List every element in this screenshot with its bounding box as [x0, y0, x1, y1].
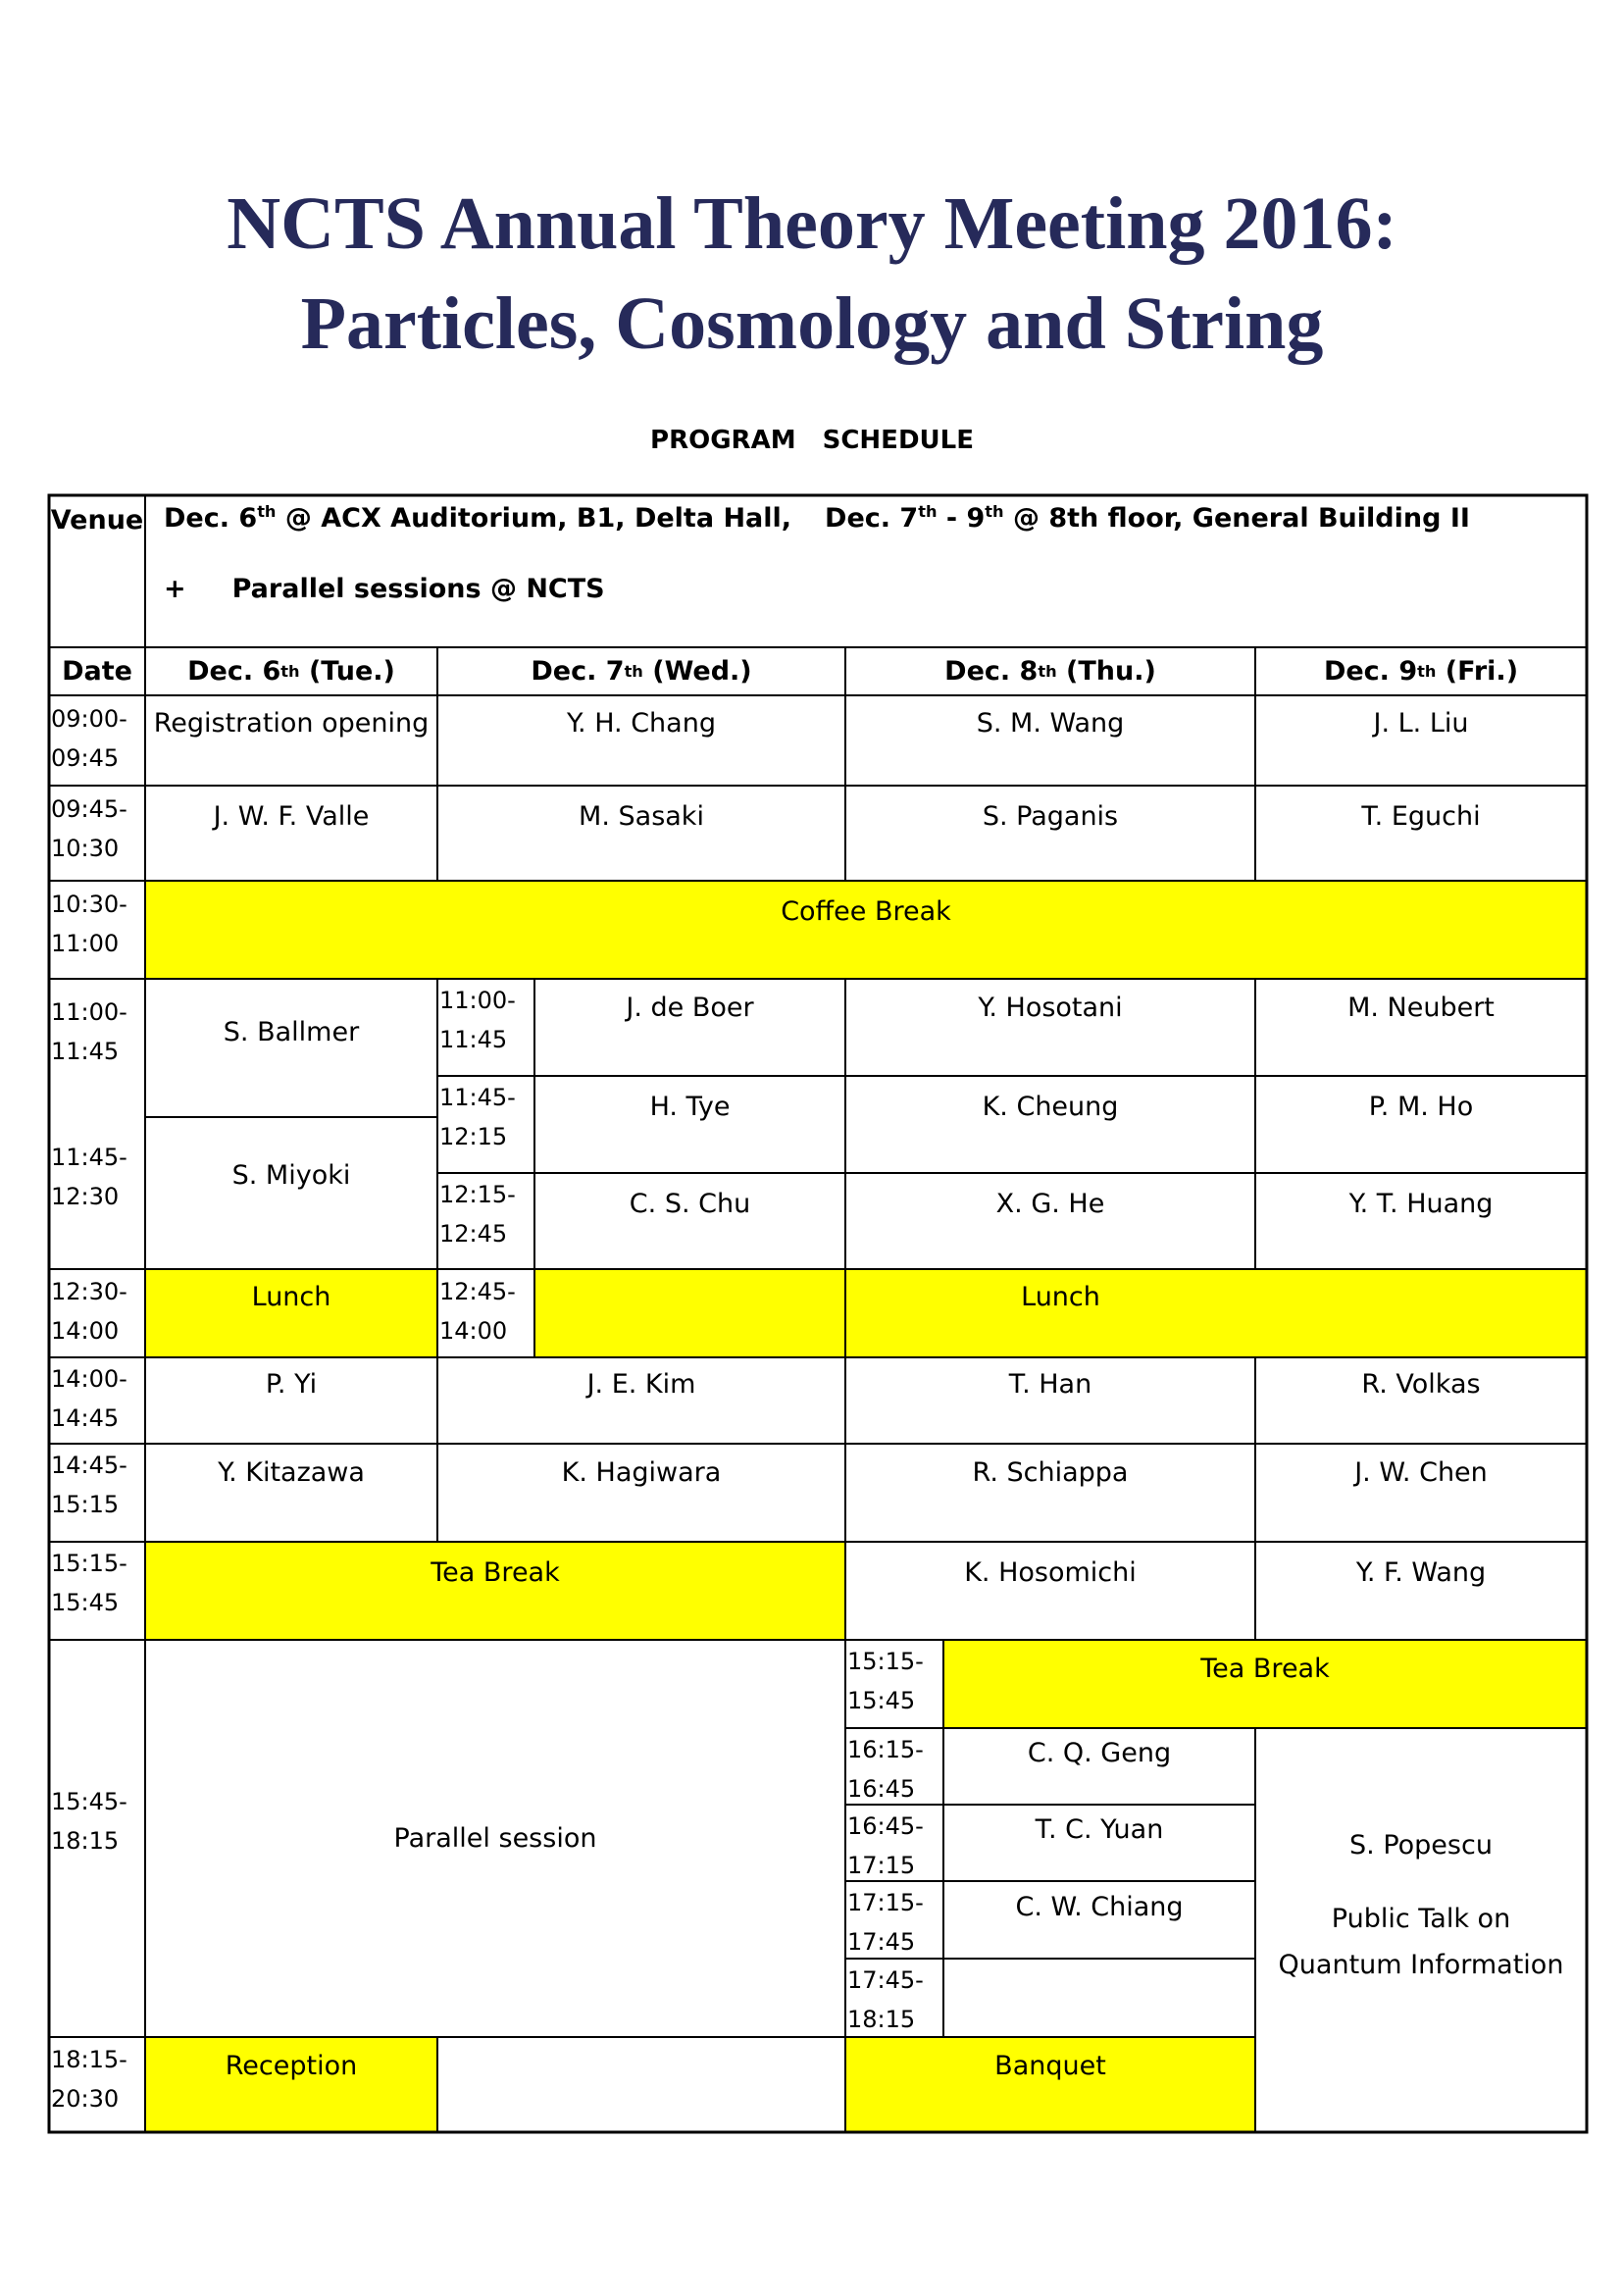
time-1545: 15:45- 18:15 — [51, 1788, 127, 1855]
day-header-thu: Dec. 8 th (Thu.) — [944, 655, 1156, 687]
session-wed-1100: J. de Boer — [626, 993, 754, 1023]
day-header-tue: Dec. 6 th (Tue.) — [187, 655, 395, 687]
session-fri-popescu — [1255, 1728, 1587, 2132]
session-fri-1145: P. M. Ho — [1368, 1092, 1474, 1122]
session-tue-1445: Y. Kitazawa — [218, 1457, 365, 1488]
wed-time-1145: 11:45- 12:15 — [439, 1084, 516, 1150]
tue-lunch: Lunch — [251, 1282, 331, 1312]
time-1445: 14:45- 15:15 — [51, 1452, 127, 1518]
session-fri-0900: J. L. Liu — [1373, 708, 1469, 739]
session-thu-1145: K. Cheung — [982, 1092, 1119, 1122]
thu-time-1645: 16:45- 17:15 — [847, 1812, 924, 1879]
session-wed-1215: C. S. Chu — [629, 1189, 751, 1219]
venue-line2: + Parallel sessions @ NCTS — [164, 574, 605, 604]
day-header-fri: Dec. 9 th (Fri.) — [1323, 655, 1519, 687]
session-wed-1145: H. Tye — [649, 1092, 731, 1122]
time-1100: 11:00- 11:45 — [51, 998, 127, 1065]
tea-break-thu-fri: Tea Break — [1200, 1654, 1330, 1684]
thu-time-1515: 15:15- 15:45 — [847, 1648, 924, 1714]
session-fri-1445: J. W. Chen — [1354, 1457, 1488, 1488]
venue-label: Venue — [50, 505, 144, 535]
session-thu-1715: C. W. Chiang — [1015, 1892, 1184, 1922]
tea-break: Tea Break — [431, 1557, 560, 1588]
time-1230: 12:30- 14:00 — [51, 1278, 127, 1345]
session-fri-0945: T. Eguchi — [1361, 801, 1481, 832]
time-0945: 09:45- 10:30 — [51, 795, 127, 862]
session-fri-1100: M. Neubert — [1347, 993, 1495, 1023]
wed-time-1245: 12:45- 14:00 — [439, 1278, 516, 1345]
thu-time-1745: 17:45- 18:15 — [847, 1966, 924, 2033]
time-1515: 15:15- 15:45 — [51, 1550, 127, 1616]
time-1145: 11:45- 12:30 — [51, 1144, 127, 1210]
wed-time-1215: 12:15- 12:45 — [439, 1181, 516, 1248]
session-tue-0900: Registration opening — [153, 708, 430, 739]
session-wed-1445: K. Hagiwara — [561, 1457, 722, 1488]
session-fri-1400: R. Volkas — [1361, 1369, 1481, 1400]
time-0900: 09:00- 09:45 — [51, 705, 127, 772]
session-thu-1400: T. Han — [1008, 1369, 1092, 1400]
session-tue-1400: P. Yi — [265, 1369, 318, 1400]
banquet: Banquet — [994, 2051, 1106, 2081]
public-talk-line1: Public Talk on — [1331, 1904, 1511, 1934]
page-title-line1: NCTS Annual Theory Meeting 2016: — [227, 182, 1397, 265]
venue-line1: Dec. 6th @ ACX Auditorium, B1, Delta Hall, Dec. 7th - 9th @ 8th floor, General Building II — [164, 502, 1470, 534]
public-talk-line2: Quantum Information — [1278, 1950, 1564, 1980]
session-tue-1100: S. Ballmer — [223, 1017, 360, 1048]
thu-time-1615: 16:15- 16:45 — [847, 1736, 924, 1803]
reception: Reception — [225, 2051, 358, 2081]
day-header-wed: Dec. 7 th (Wed.) — [531, 655, 752, 687]
session-thu-1645: T. C. Yuan — [1035, 1814, 1164, 1845]
coffee-break: Coffee Break — [781, 896, 951, 927]
session-wed-0900: Y. H. Chang — [567, 708, 716, 739]
lunch: Lunch — [1021, 1282, 1100, 1312]
session-tue-0945: J. W. F. Valle — [213, 801, 370, 832]
page-title-line2: Particles, Cosmology and String — [300, 282, 1324, 365]
wed-time-1100: 11:00- 11:45 — [439, 987, 516, 1053]
session-wed-1400: J. E. Kim — [586, 1369, 696, 1400]
time-1815: 18:15- 20:30 — [51, 2046, 127, 2113]
session-thu-1445: R. Schiappa — [972, 1457, 1129, 1488]
program-schedule-heading: PROGRAM SCHEDULE — [650, 426, 974, 455]
date-label: Date — [62, 655, 132, 687]
thu-time-1715: 17:15- 17:45 — [847, 1889, 924, 1956]
session-thu-0900: S. M. Wang — [976, 708, 1125, 739]
time-1400: 14:00- 14:45 — [51, 1365, 127, 1432]
session-tue-1145: S. Miyoki — [231, 1160, 351, 1192]
session-thu-1215: X. G. He — [995, 1189, 1105, 1219]
session-thu-0945: S. Paganis — [982, 801, 1119, 832]
session-wed-0945: M. Sasaki — [579, 801, 704, 832]
session-thu-1615: C. Q. Geng — [1027, 1738, 1172, 1768]
session-thu-1100: Y. Hosotani — [978, 993, 1123, 1023]
time-1030: 10:30- 11:00 — [51, 891, 127, 957]
session-fri-1215: Y. T. Huang — [1348, 1189, 1494, 1219]
session-thu-1515: K. Hosomichi — [964, 1557, 1137, 1588]
session-fri-1515: Y. F. Wang — [1355, 1557, 1487, 1588]
parallel-session: Parallel session — [393, 1822, 597, 1854]
speaker-popescu: S. Popescu — [1349, 1830, 1493, 1861]
